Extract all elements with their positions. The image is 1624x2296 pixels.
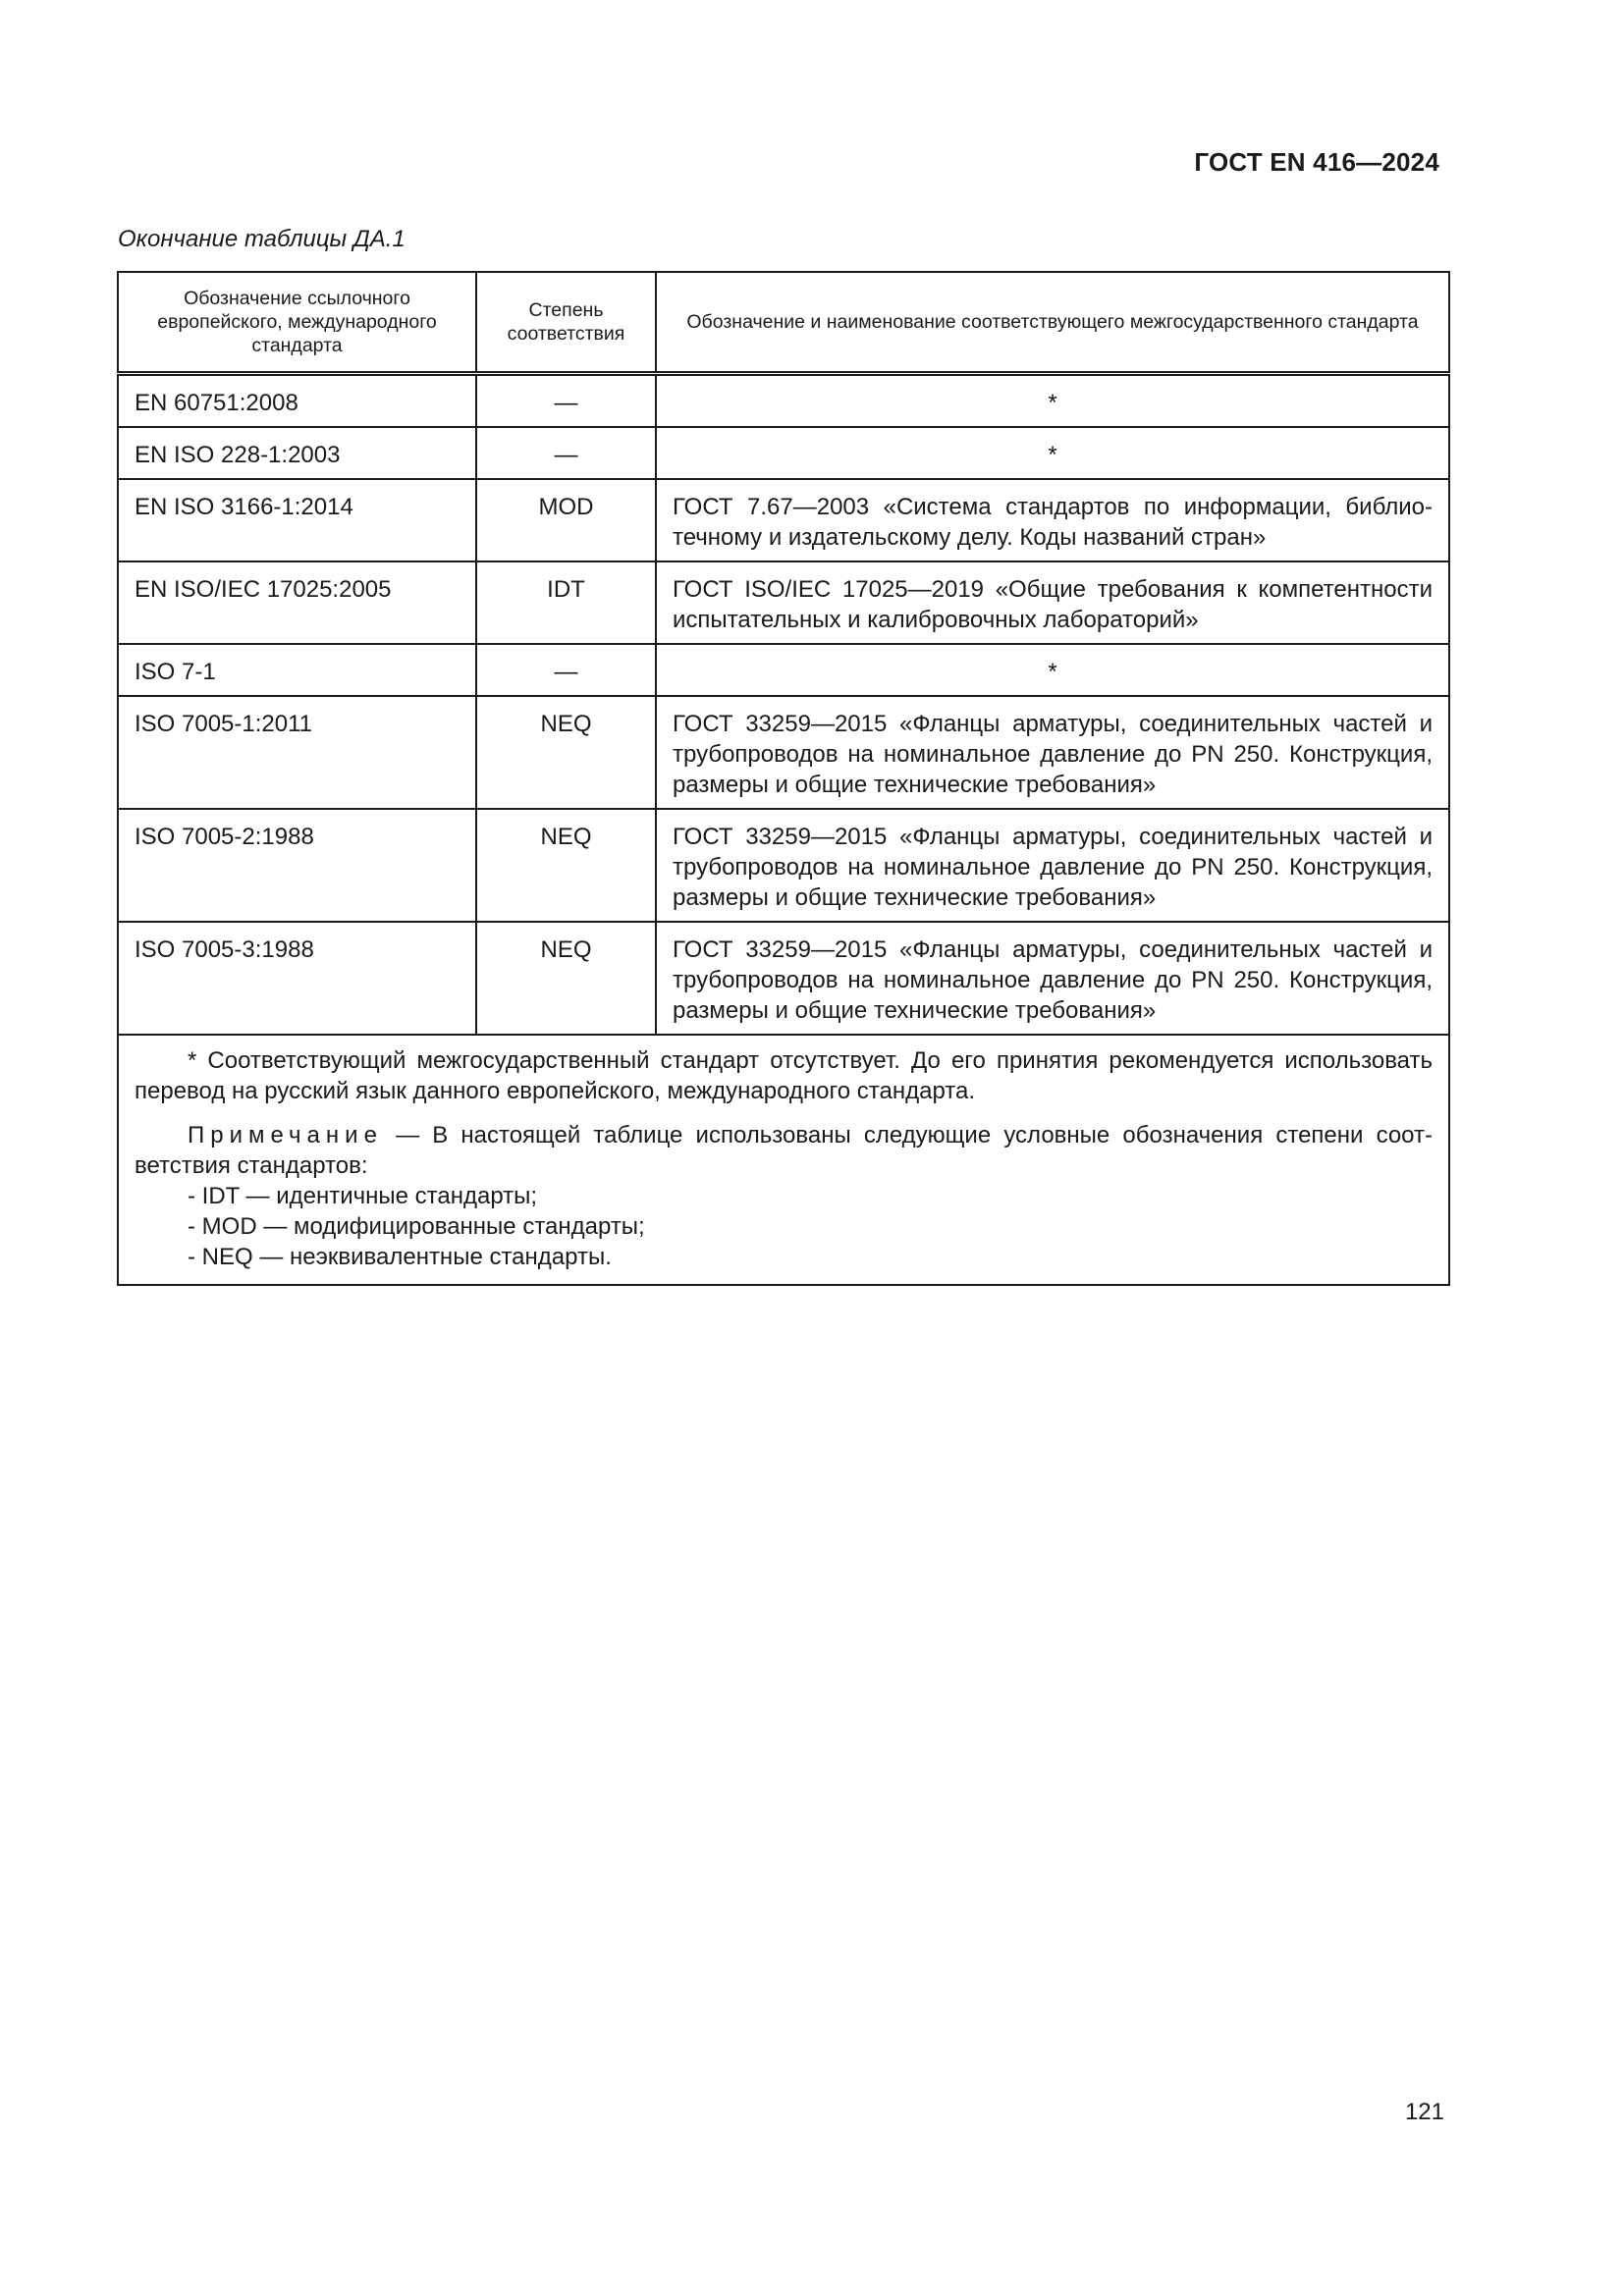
footnote: * Соответствующий межгосударственный стандарт отсутствует. До его принятия рекомендуется использовать перевод на русский язык данного европейского, международного стандарта.	[135, 1047, 1433, 1104]
table-header-row	[118, 272, 1449, 374]
table-footer-row	[118, 1035, 1449, 1285]
interstate-standard-cell: *	[656, 644, 1449, 696]
correspondence-table	[117, 271, 1450, 1286]
degree-cell: NEQ	[476, 696, 656, 809]
column-header-degree: Степень соответствия	[476, 272, 656, 374]
interstate-standard-cell: *	[656, 374, 1449, 428]
column-header-interstate-standard: Обозначение и наименование соответствующего межгосударственного стандарта	[656, 272, 1449, 374]
legend-item: - MOD — модифицированные стандарты;	[188, 1213, 645, 1240]
note-label: Примечание	[188, 1122, 383, 1148]
reference-standard-cell: ISO 7005-3:1988	[118, 922, 476, 1035]
legend-item: - NEQ — неэквивалентные стандарты.	[188, 1244, 612, 1270]
table-row	[118, 479, 1449, 561]
degree-cell: IDT	[476, 561, 656, 644]
degree-cell: —	[476, 644, 656, 696]
legend-list	[135, 1181, 1433, 1272]
column-header-reference: Обозначение ссылочного европейского, международного стандарта	[118, 272, 476, 374]
table-row	[118, 809, 1449, 922]
table-row	[118, 427, 1449, 479]
interstate-standard-cell: ГОСТ 33259—2015 «Фланцы арматуры, соединительных частей и трубопроводов на номинальное давление до PN 250. Конструкция, размеры и общие технические требования»	[656, 922, 1449, 1035]
legend-item: - IDT — идентичные стандарты;	[188, 1183, 538, 1209]
reference-standard-cell: ISO 7005-2:1988	[118, 809, 476, 922]
interstate-standard-cell: ГОСТ ISO/IEC 17025—2019 «Общие требования к компетентности испытательных и калибровочных лабораторий»	[656, 561, 1449, 644]
note	[135, 1120, 1433, 1181]
reference-standard-cell: EN ISO 228-1:2003	[118, 427, 476, 479]
interstate-standard-cell: ГОСТ 33259—2015 «Фланцы арматуры, соединительных частей и трубопроводов на номинальное давление до PN 250. Конструкция, размеры и общие технические требования»	[656, 809, 1449, 922]
interstate-standard-cell: ГОСТ 7.67—2003 «Система стандартов по информации, библиотечному и издательскому делу. Коды названий стран»	[656, 479, 1449, 561]
table-row	[118, 561, 1449, 644]
degree-cell: —	[476, 427, 656, 479]
table-row	[118, 644, 1449, 696]
interstate-standard-cell: ГОСТ 33259—2015 «Фланцы арматуры, соединительных частей и трубопроводов на номинальное давление до PN 250. Конструкция, размеры и общие технические требования»	[656, 696, 1449, 809]
interstate-standard-cell: *	[656, 427, 1449, 479]
degree-cell: MOD	[476, 479, 656, 561]
degree-cell: —	[476, 374, 656, 428]
reference-standard-cell: EN ISO/IEC 17025:2005	[118, 561, 476, 644]
note-text: — В настоящей таблице использованы следующие условные обозначения степени соответствия стандартов:	[135, 1122, 1433, 1179]
table-row	[118, 922, 1449, 1035]
page-number: 121	[1404, 2099, 1444, 2125]
reference-standard-cell: EN ISO 3166-1:2014	[118, 479, 476, 561]
table-row	[118, 696, 1449, 809]
reference-standard-cell: ISO 7-1	[118, 644, 476, 696]
table-notes	[118, 1035, 1449, 1285]
reference-standard-cell: EN 60751:2008	[118, 374, 476, 428]
degree-cell: NEQ	[476, 809, 656, 922]
table-row	[118, 374, 1449, 428]
reference-standard-cell: ISO 7005-1:2011	[118, 696, 476, 809]
document-code: ГОСТ EN 416—2024	[1194, 147, 1439, 177]
table-caption: Окончание таблицы ДА.1	[118, 226, 406, 252]
degree-cell: NEQ	[476, 922, 656, 1035]
